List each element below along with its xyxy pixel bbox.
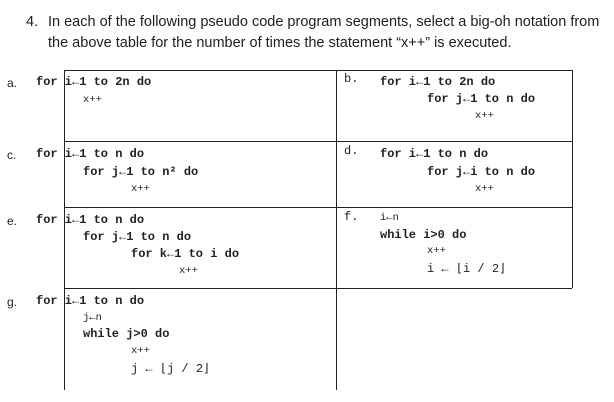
cell-e-line-1: for i←1 to n do (36, 213, 145, 227)
cell-a-line-1: for i←1 to 2n do (36, 75, 152, 89)
cell-g (7, 288, 336, 390)
cell-d-line-1: for i←1 to n do (380, 147, 489, 161)
question-prompt (26, 12, 606, 54)
cell-f (336, 207, 572, 288)
cell-f-line-4: i ← ⌊i / 2⌋ (427, 262, 507, 276)
cell-b-letter: b. (344, 72, 359, 86)
cell-c-line-1: for i←1 to n do (36, 147, 145, 161)
cell-d-line-3: x++ (475, 183, 494, 195)
cell-e-letter: e. (7, 214, 18, 228)
cell-d-letter: d. (344, 144, 359, 158)
cell-a (7, 70, 336, 141)
question-text: In each of the following pseudo code program segments, select a big-oh notation from the above table for the number of times the statement “x++” is executed. (48, 14, 600, 51)
cell-f-line-2: while i>0 do (380, 228, 467, 242)
cell-f-letter: f. (344, 210, 359, 224)
cell-c (7, 141, 336, 207)
cell-g-line-5: j ← ⌊j / 2⌋ (131, 362, 211, 376)
table-border-right (572, 70, 573, 288)
cell-g-line-4: x++ (131, 345, 150, 357)
cell-g-line-2: j←n (83, 312, 102, 324)
cell-a-line-2: x++ (83, 94, 102, 106)
cell-b-line-1: for i←1 to 2n do (380, 75, 496, 89)
cell-b (336, 70, 572, 141)
cell-c-line-3: x++ (131, 183, 150, 195)
cell-c-letter: c. (7, 148, 17, 162)
question-number: 4. (26, 14, 39, 30)
cell-e-line-4: x++ (179, 265, 198, 277)
cell-f-line-3: x++ (427, 245, 446, 257)
code-segments-table (7, 70, 572, 390)
cell-f-line-1: i←n (380, 212, 399, 224)
cell-e (7, 207, 336, 288)
cell-e-line-2: for j←1 to n do (83, 230, 192, 244)
cell-g-letter: g. (7, 295, 18, 309)
cell-g-line-1: for i←1 to n do (36, 294, 145, 308)
cell-g-line-3: while j>0 do (83, 327, 170, 341)
cell-a-letter: a. (7, 76, 18, 90)
cell-d-line-2: for j←i to n do (427, 165, 536, 179)
cell-d (336, 141, 572, 207)
cell-e-line-3: for k←1 to i do (131, 247, 240, 261)
cell-b-line-3: x++ (475, 110, 494, 122)
cell-c-line-2: for j←1 to n² do (83, 165, 199, 179)
cell-b-line-2: for j←1 to n do (427, 92, 536, 106)
